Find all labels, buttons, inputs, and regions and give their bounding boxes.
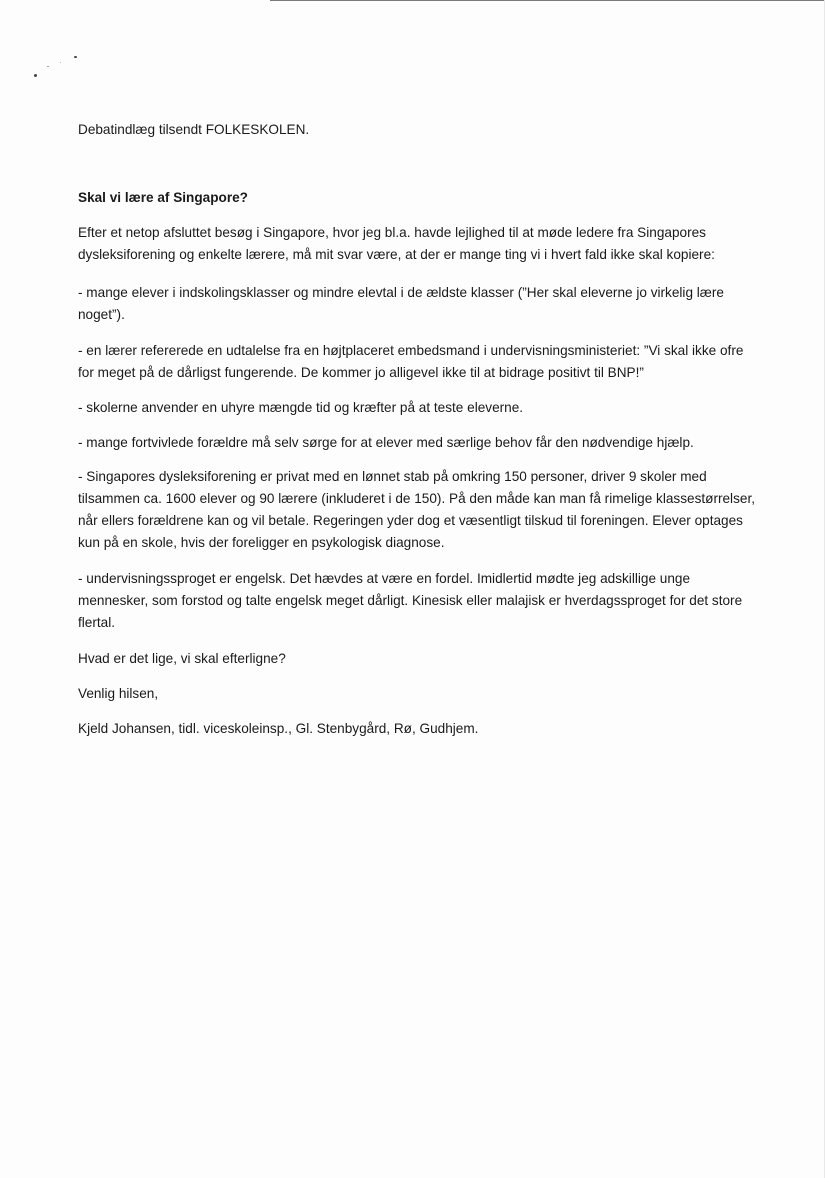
header-note: Debatindlæg tilsendt FOLKESKOLEN. <box>78 122 310 137</box>
paragraph-bullet-parents: - mange fortvivlede forældre må selv sørge for at elever med særlige behov får den nødvendige hjælp. <box>78 435 694 450</box>
paragraph-bullet-dyslexia-association: - Singapores dysleksiforening er privat med en lønnet stab på omkring 150 personer, driver 9 skoler med tilsammen ca. 1600 elever og 90 lærere (inkluderet i de 150). På den måde kan man få rimelige klassestørrelser, når ellers forældrene kan og vil betale. Regeringen yder dog et væsentligt tilskud til foreningen. Elever optages kun på en skole, hvis der foreligger en psykologisk diagnose. <box>78 469 755 550</box>
scan-speck <box>60 62 61 63</box>
scan-speck <box>34 74 37 77</box>
paragraph-bullet-class-sizes: - mange elever i indskolingsklasser og mindre elevtal i de ældste klasser (”Her skal eleverne jo virkelig lære noget”). <box>78 285 724 322</box>
signature-line: Kjeld Johansen, tidl. viceskoleinsp., Gl. Stenbygård, Rø, Gudhjem. <box>78 721 479 736</box>
article-headline: Skal vi lære af Singapore? <box>78 190 248 205</box>
scan-speck <box>74 56 77 58</box>
paragraph-bullet-ministry-quote: - en lærer refererede en udtalelse fra en højtplaceret embedsmand i undervisningsministeriet: ”Vi skal ikke ofre for meget på de dårligst fungerende. De kommer jo alligevel ikke til at bidrage positivt til BNP!” <box>78 343 744 380</box>
paragraph-question: Hvad er det lige, vi skal efterligne? <box>78 651 286 666</box>
paragraph-intro: Efter et netop afsluttet besøg i Singapore, hvor jeg bl.a. havde lejlighed til at møde ledere fra Singapores dysleksiforening og enkelte lærere, må mit svar være, at der er mange ting vi i hvert fald ikke skal kopiere: <box>78 225 715 262</box>
scan-speck <box>47 66 49 67</box>
closing-greeting: Venlig hilsen, <box>78 686 159 701</box>
paragraph-bullet-testing: - skolerne anvender en uhyre mængde tid og kræfter på at teste eleverne. <box>78 400 524 415</box>
scan-top-edge <box>270 0 825 1</box>
paragraph-bullet-language: - undervisningssproget er engelsk. Det hævdes at være en fordel. Imidlertid mødte jeg adskillige unge mennesker, som forstod og talte engelsk meget dårligt. Kinesisk eller malajisk er hverdagssproget for det store flertal. <box>78 571 743 630</box>
